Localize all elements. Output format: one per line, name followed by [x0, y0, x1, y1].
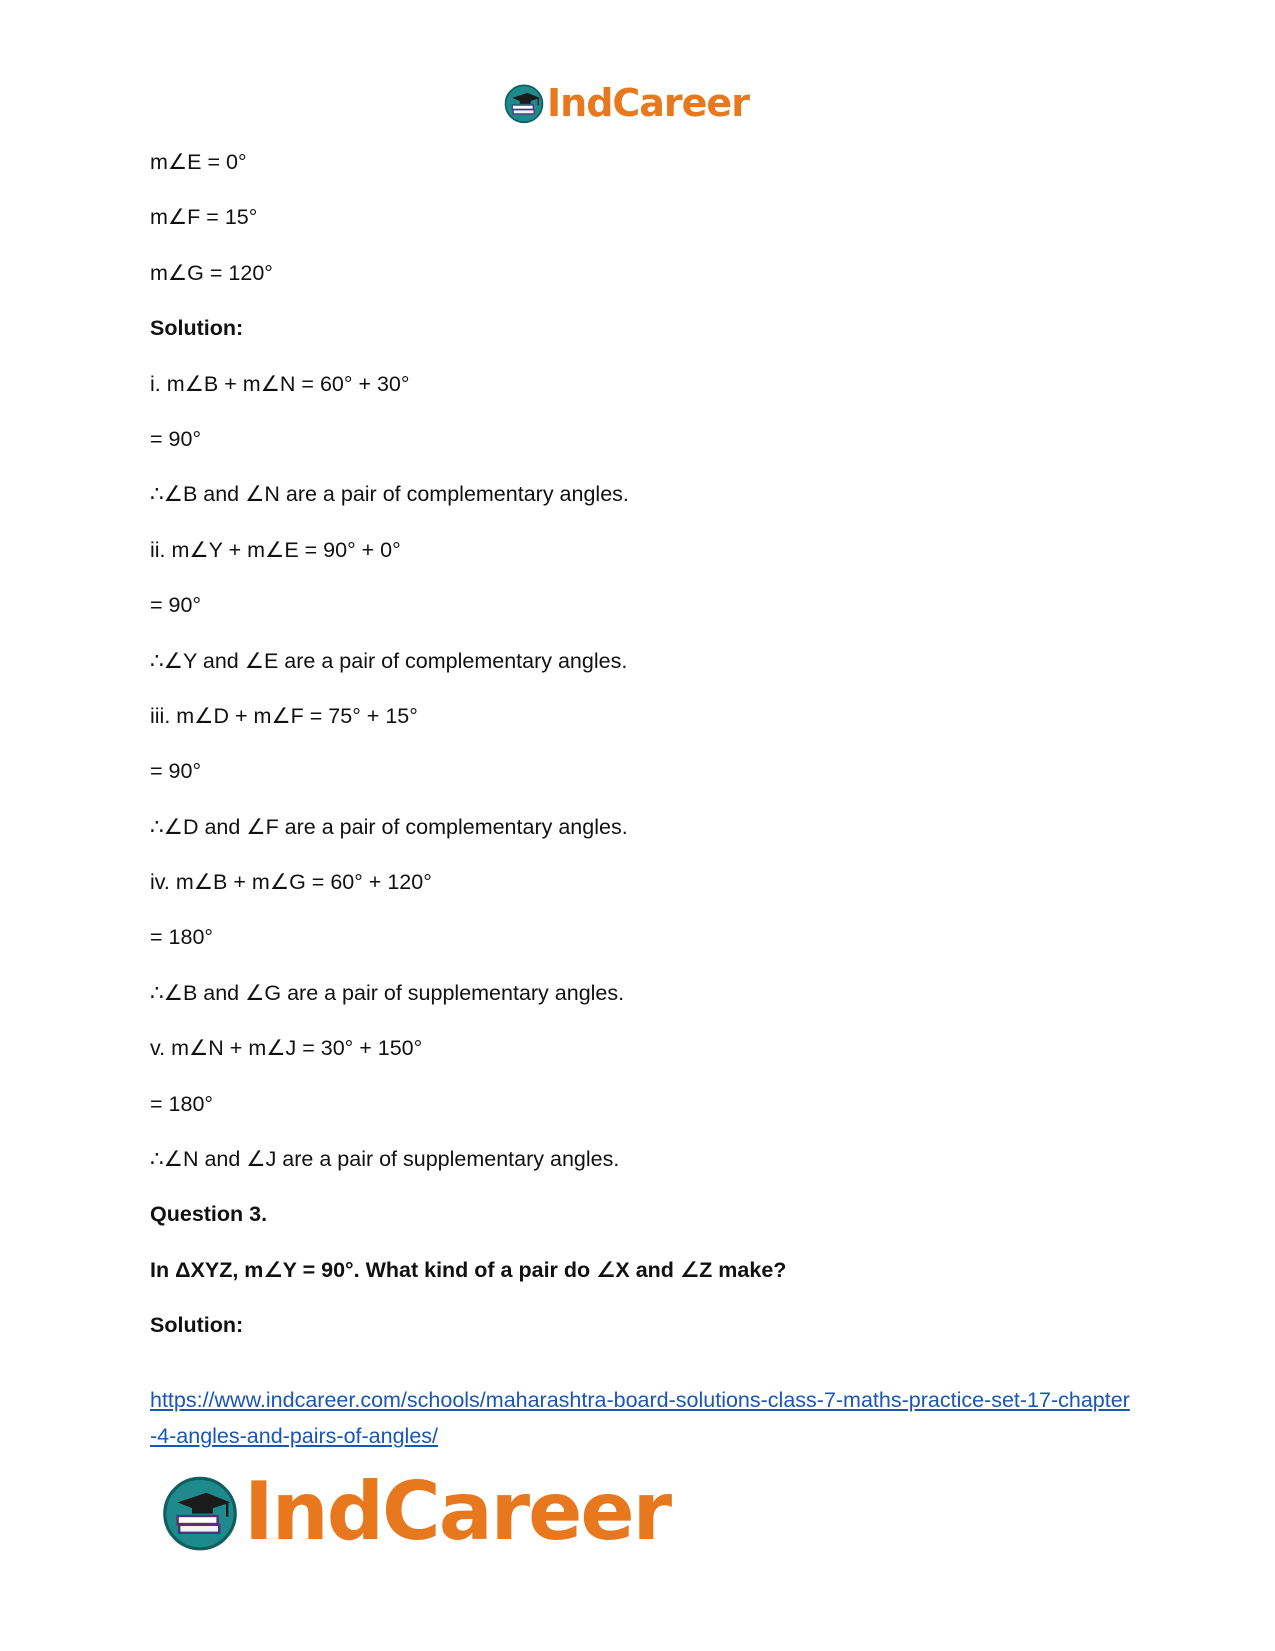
heading-line: In ΔXYZ, m∠Y = 90°. What kind of a pair do ∠X and ∠Z make?	[150, 1257, 787, 1282]
heading-line: Solution:	[150, 316, 244, 341]
text-line: iv. m∠B + m∠G = 60° + 120°	[150, 870, 432, 895]
heading-line: Solution:	[150, 1313, 244, 1338]
text-line: = 90°	[150, 593, 202, 618]
footer-logo	[160, 1465, 671, 1558]
header-logo	[503, 80, 749, 126]
text-line: m∠F = 15°	[150, 205, 258, 230]
text-line: = 90°	[150, 759, 202, 784]
text-line: ∴∠B and ∠N are a pair of complementary angles.	[150, 482, 629, 507]
logo-wordmark: IndCareer	[547, 81, 749, 125]
text-line: = 180°	[150, 1091, 213, 1116]
text-line: iii. m∠D + m∠F = 75° + 15°	[150, 703, 418, 728]
graduation-cap-book-icon	[503, 82, 545, 124]
graduation-cap-book-icon	[160, 1472, 240, 1552]
logo-wordmark: IndCareer	[244, 1465, 671, 1558]
text-line: ∴∠D and ∠F are a pair of complementary angles.	[150, 814, 628, 839]
text-line: v. m∠N + m∠J = 30° + 150°	[150, 1036, 423, 1061]
text-line: = 180°	[150, 925, 213, 950]
heading-line: Question 3.	[150, 1202, 268, 1227]
text-line: ∴∠N and ∠J are a pair of supplementary angles.	[150, 1147, 620, 1172]
text-line: ∴∠B and ∠G are a pair of supplementary angles.	[150, 980, 625, 1005]
source-link-block	[150, 1382, 1130, 1454]
text-line: ∴∠Y and ∠E are a pair of complementary angles.	[150, 648, 628, 673]
text-line: ii. m∠Y + m∠E = 90° + 0°	[150, 537, 401, 562]
source-link[interactable]: https://www.indcareer.com/schools/maharashtra-board-solutions-class-7-maths-practice-set-17-chapter-4-angles-and-pairs-of-angles/	[150, 1388, 1130, 1448]
text-line: i. m∠B + m∠N = 60° + 30°	[150, 371, 410, 396]
document-body	[150, 148, 1130, 1367]
text-line: = 90°	[150, 426, 202, 451]
text-line: m∠G = 120°	[150, 260, 273, 285]
text-line: m∠E = 0°	[150, 150, 247, 174]
